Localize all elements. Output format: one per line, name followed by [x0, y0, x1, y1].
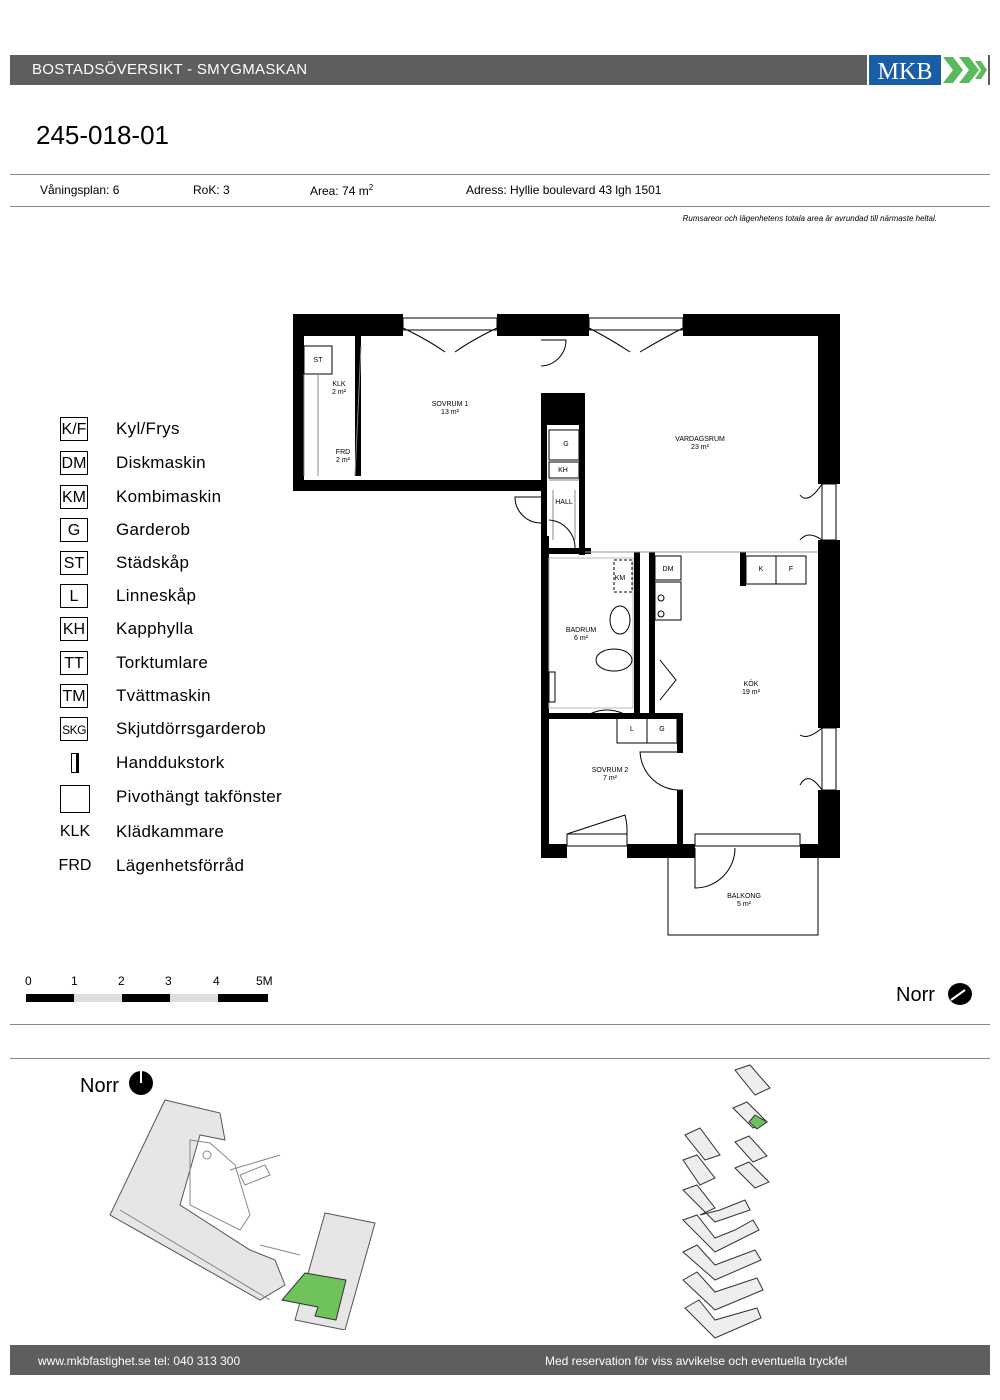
legend-label: Tvättmaskin	[116, 686, 211, 705]
scale-label: 1	[71, 974, 78, 988]
site-plan	[100, 1095, 390, 1330]
legend-label: Handdukstork	[116, 753, 225, 772]
north-compass-icon	[945, 980, 975, 1008]
svg-text:KM: KM	[614, 575, 626, 582]
divider	[10, 1024, 990, 1025]
scale-label: 5M	[256, 974, 273, 988]
room-sovrum2: SOVRUM 2	[591, 767, 629, 774]
legend-symbol: SKG	[60, 717, 88, 741]
rok-info: RoK: 3	[193, 183, 230, 197]
svg-text:2 m²: 2 m²	[332, 389, 346, 396]
site-north-label: Norr	[80, 1075, 119, 1097]
scale-bar-graphic	[26, 994, 268, 1002]
area-note: Rumsareor och lägenhetens totala area är avrundad till närmaste heltal.	[682, 214, 937, 223]
legend-symbol: ST	[60, 551, 88, 575]
legend-symbol: K/F	[60, 417, 88, 441]
legend-symbol: KH	[60, 617, 88, 641]
scale-label: 0	[25, 974, 32, 988]
svg-text:13 m²: 13 m²	[441, 409, 459, 416]
area-info: Area: 74 $m^2$	[310, 183, 374, 198]
svg-text:L: L	[630, 726, 634, 733]
svg-text:19 m²: 19 m²	[742, 689, 760, 696]
legend-label: Pivothängt takfönster	[116, 787, 283, 806]
room-klk: KLK	[332, 381, 346, 388]
svg-text:6 m²: 6 m²	[574, 635, 588, 642]
address-info: Adress: Hyllie boulevard 43 lgh 1501	[466, 183, 662, 197]
floor-info: Våningsplan: 6	[40, 183, 120, 197]
north-label: Norr	[896, 984, 935, 1006]
room-badrum: BADRUM	[565, 627, 597, 634]
svg-text:F: F	[788, 566, 794, 573]
legend-label: Kapphylla	[116, 619, 194, 638]
room-hall: HALL	[555, 499, 573, 506]
scale-label: 4	[213, 974, 220, 988]
legend-label: Lägenhetsförråd	[116, 856, 245, 875]
apartment-id: 245-018-01	[36, 120, 169, 150]
legend-symbol: KLK	[59, 823, 91, 840]
room-vardagsrum: VARDAGSRUM	[675, 436, 725, 443]
svg-text:MKB: MKB	[877, 59, 933, 85]
legend-label: Kyl/Frys	[116, 419, 180, 438]
legend-label: Klädkammare	[116, 822, 225, 841]
svg-text:ST: ST	[313, 357, 323, 364]
divider	[10, 1058, 990, 1059]
header-title: BOSTADSÖVERSIKT - SMYGMASKAN	[32, 61, 308, 78]
legend-label: Skjutdörrsgarderob	[116, 719, 266, 738]
svg-text:G: G	[563, 441, 569, 448]
footer-bar	[10, 1345, 990, 1375]
building-stack	[675, 1060, 785, 1340]
legend-label: Diskmaskin	[116, 453, 206, 472]
legend-label: Garderob	[116, 520, 191, 539]
room-frd: FRD	[335, 449, 351, 456]
room-balkong: BALKONG	[727, 893, 761, 900]
svg-text:7 m²: 7 m²	[603, 775, 617, 782]
svg-text:5 m²: 5 m²	[737, 901, 751, 908]
legend-label: Kombimaskin	[116, 487, 222, 506]
legend-symbol: FRD	[58, 857, 92, 874]
legend-label: Linneskåp	[116, 586, 197, 605]
legend-symbol: G	[60, 518, 88, 542]
scale-label: 2	[118, 974, 125, 988]
legend-symbol: DM	[60, 451, 88, 475]
room-kok: KÖK	[743, 681, 759, 688]
site-north-compass-icon	[126, 1068, 156, 1098]
svg-text:KH: KH	[558, 467, 568, 474]
legend-symbol: L	[60, 584, 88, 608]
svg-text:K: K	[758, 566, 764, 573]
svg-text:DM: DM	[662, 566, 674, 573]
svg-text:G: G	[659, 726, 665, 733]
legend-symbol: KM	[60, 485, 88, 509]
footer-contact: www.mkbfastighet.se tel: 040 313 300	[38, 1354, 241, 1368]
legend-label: Städskåp	[116, 553, 190, 572]
room-sovrum1: SOVRUM 1	[431, 401, 469, 408]
legend-label: Torktumlare	[116, 653, 209, 672]
legend-symbol: TT	[60, 651, 88, 675]
svg-text:2 m²: 2 m²	[336, 457, 350, 464]
legend-symbol: TM	[60, 684, 88, 708]
svg-text:23 m²: 23 m²	[691, 444, 709, 451]
footer-disclaimer: Med reservation för viss avvikelse och eventuella tryckfel	[545, 1354, 848, 1368]
scale-label: 3	[165, 974, 172, 988]
